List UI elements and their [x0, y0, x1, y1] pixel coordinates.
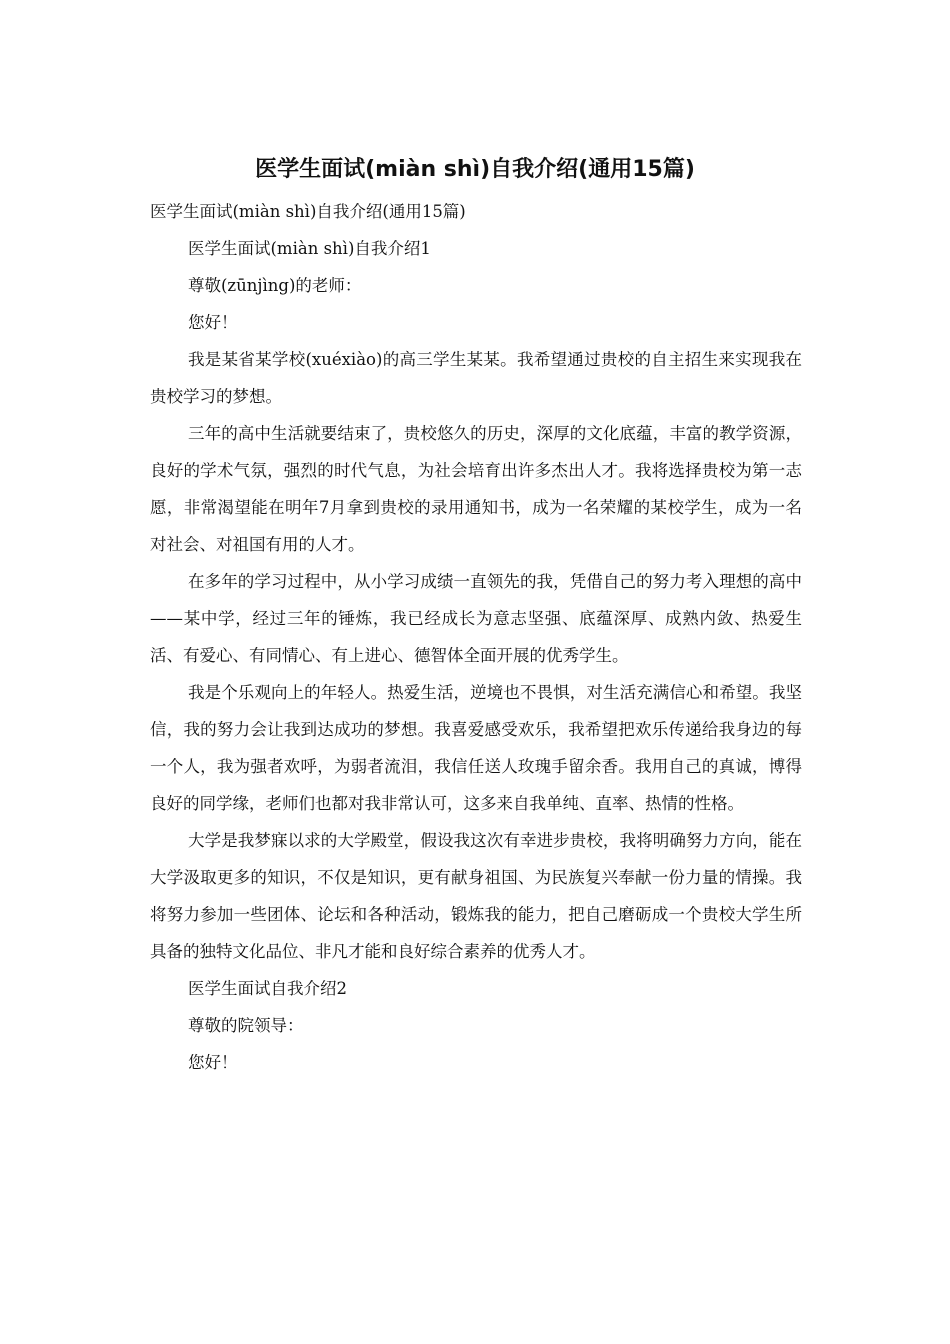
- document-title: 医学生面试(miàn shì)自我介绍(通用15篇): [255, 157, 695, 182]
- document-subtitle: 医学生面试(miàn shì)自我介绍(通用15篇): [150, 202, 466, 221]
- document-body: [150, 193, 802, 1081]
- section-heading-2: 医学生面试自我介绍2: [188, 979, 347, 998]
- paragraph-aspiration: 大学是我梦寐以求的大学殿堂，假设我这次有幸进步贵校，我将明确努力方向，能在大学汲取更多的知识，不仅是知识，更有献身祖国、为民族复兴奉献一份力量的情操。我将努力参加一些团体、论坛和各种活动，锻炼我的能力，把自己磨砺成一个贵校大学生所具备的独特文化品位、非凡才能和良好综合素养的优秀人才。: [150, 831, 802, 961]
- salutation-2: 尊敬的院领导：: [188, 1016, 304, 1035]
- paragraph-growth: 在多年的学习过程中，从小学习成绩一直领先的我，凭借自己的努力考入理想的高中——某中学，经过三年的锤炼，我已经成长为意志坚强、底蕴深厚、成熟内敛、热爱生活、有爱心、有同情心、有上进心、德智体全面开展的优秀学生。: [150, 572, 802, 665]
- greeting: 您好！: [188, 313, 238, 332]
- section-heading-1: 医学生面试(miàn shì)自我介绍1: [188, 239, 431, 258]
- paragraph-personality: 我是个乐观向上的年轻人。热爱生活，逆境也不畏惧，对生活充满信心和希望。我坚信，我的努力会让我到达成功的梦想。我喜爱感受欢乐，我希望把欢乐传递给我身边的每一个人，我为强者欢呼，为弱者流泪，我信任送人玫瑰手留余香。我用自己的真诚，博得良好的同学缘，老师们也都对我非常认可，这多来自我单纯、直率、热情的性格。: [150, 683, 802, 813]
- salutation: 尊敬(zūnjìng)的老师：: [188, 276, 362, 295]
- paragraph-school: 三年的高中生活就要结束了，贵校悠久的历史，深厚的文化底蕴，丰富的教学资源，良好的学术气氛，强烈的时代气息，为社会培育出许多杰出人才。我将选择贵校为第一志愿，非常渴望能在明年7月拿到贵校的录用通知书，成为一名荣耀的某校学生，成为一名对社会、对祖国有用的人才。: [150, 424, 802, 554]
- greeting-2: 您好！: [188, 1053, 238, 1072]
- paragraph-intro: 我是某省某学校(xuéxiào)的高三学生某某。我希望通过贵校的自主招生来实现我在贵校学习的梦想。: [150, 350, 802, 406]
